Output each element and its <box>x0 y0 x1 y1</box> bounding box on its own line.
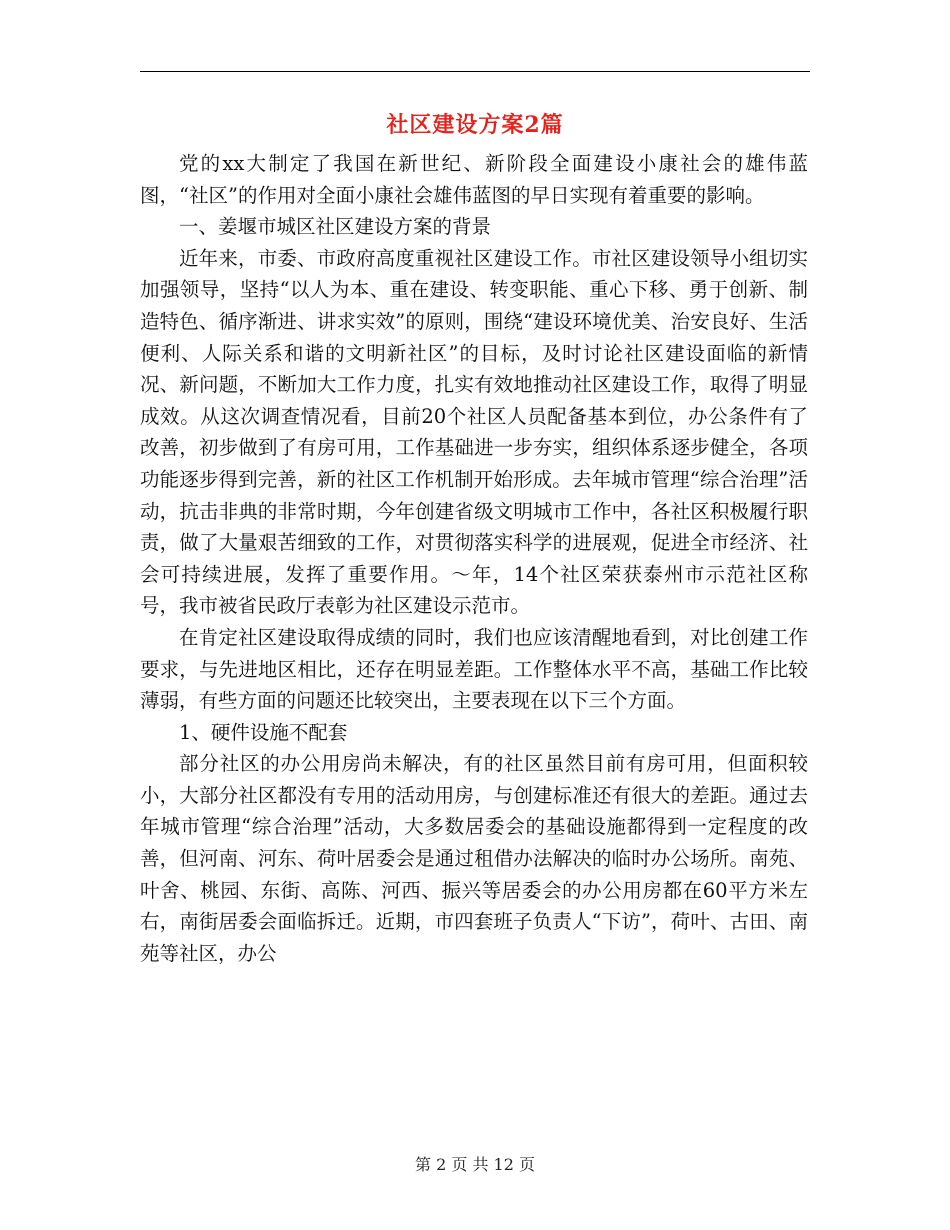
section-heading-background: 一、姜堰市城区社区建设方案的背景 <box>179 215 492 239</box>
page-number: 第 2 页 共 12 页 <box>415 1155 535 1174</box>
header-rule <box>140 71 810 72</box>
document-body <box>140 148 808 969</box>
paragraph-hardware: 部分社区的办公用房尚未解决，有的社区虽然目前有房可用，但面积较小，大部分社区都没有专用的活动用房，与创建标准还有很大的差距。通过去年城市管理“综合治理”活动，大多数居委会的基础设施都得到一定程度的改善，但河南、河东、荷叶居委会是通过租借办法解决的临时办公场所。南苑、叶舍、桃园、东街、高陈、河西、振兴等居委会的办公用房都在60平方米左右，南街居委会面临拆迁。近期，市四套班子负责人“下访”，荷叶、古田、南苑等社区，办公 <box>140 752 808 965</box>
paragraph-intro: 党的xx大制定了我国在新世纪、新阶段全面建设小康社会的雄伟蓝图，“社区”的作用对全面小康社会雄伟蓝图的早日实现有着重要的影响。 <box>140 152 808 207</box>
page-footer <box>0 1153 950 1177</box>
paragraph-achievements: 近年来，市委、市政府高度重视社区建设工作。市社区建设领导小组切实加强领导，坚持“以人为本、重在建设、转变职能、重心下移、勇于创新、制造特色、循序渐进、讲求实效”的原则，围绕“建设环境优美、治安良好、生活便利、人际关系和谐的文明新社区”的目标，及时讨论社区建设面临的新情况、新问题，不断加大工作力度，扎实有效地推动社区建设工作，取得了明显成效。从这次调查情况看，目前20个社区人员配备基本到位，办公条件有了改善，初步做到了有房可用，工作基础进一步夯实，组织体系逐步健全，各项功能逐步得到完善，新的社区工作机制开始形成。去年城市管理“综合治理”活动，抗击非典的非常时期，今年创建省级文明城市工作中，各社区积极履行职责，做了大量艰苦细致的工作，对贯彻落实科学的进展观，促进全市经济、社会可持续进展，发挥了重要作用。～年，14个社区荣获泰州市示范社区称号，我市被省民政厅表彰为社区建设示范市。 <box>140 246 808 618</box>
paragraph-gaps: 在肯定社区建设取得成绩的同时，我们也应该清醒地看到，对比创建工作要求，与先进地区相比，还存在明显差距。工作整体水平不高，基础工作比较薄弱，有些方面的问题还比较突出，主要表现在以下三个方面。 <box>140 625 808 713</box>
subheading-hardware: 1、硬件设施不配套 <box>179 720 348 744</box>
document-title: 社区建设方案2篇 <box>386 112 564 138</box>
